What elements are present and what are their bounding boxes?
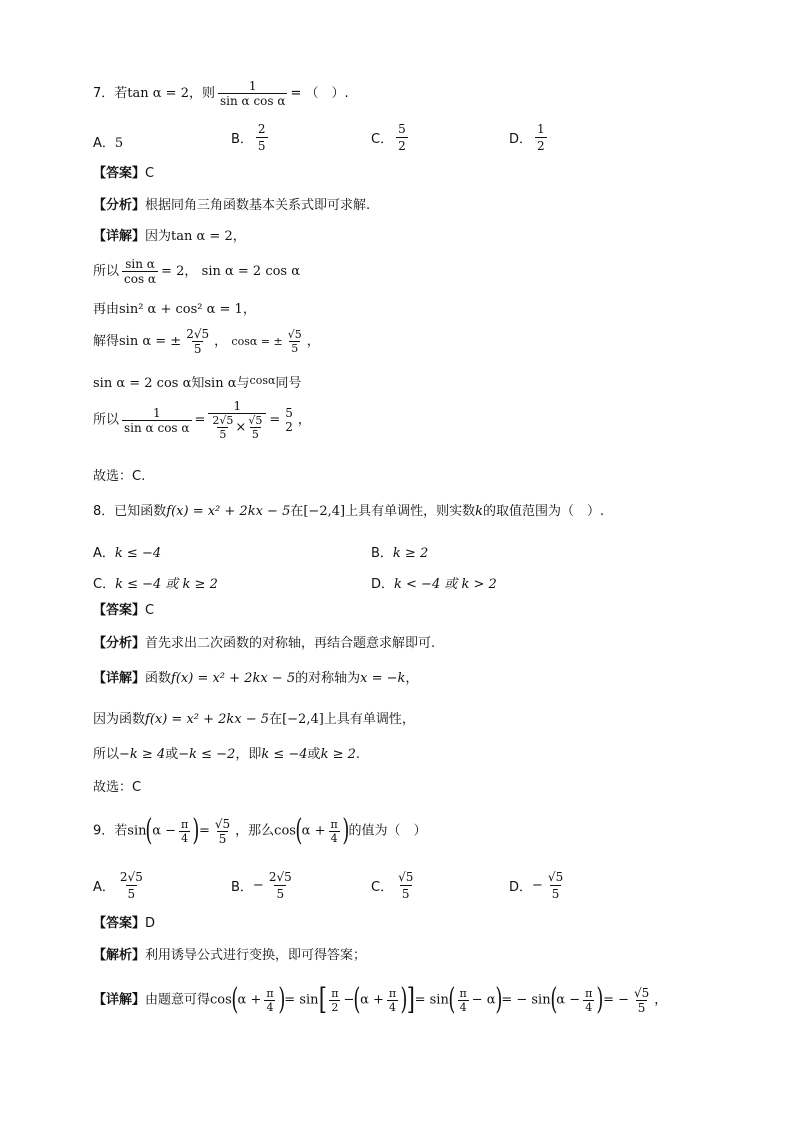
q9-option-a[interactable]: A． $\frac{2√5}{5}$: [93, 870, 143, 901]
left-paren: (: [231, 982, 239, 1017]
q8-choose: 故选：C: [93, 780, 142, 795]
right-paren: ): [192, 813, 200, 848]
left-paren: (: [448, 982, 456, 1017]
q7-stem: 7．若tan α = 2，则 $\frac{1}{\text{sin α cos α}}$ = （ ）.: [93, 79, 349, 108]
q7-detail-line-3: 再由sin² α + cos² α = 1，: [93, 302, 256, 317]
left-paren: (: [295, 813, 303, 848]
right-paren: ): [400, 982, 408, 1017]
q8-option-a[interactable]: A．k ≤ −4: [93, 546, 162, 561]
q9-option-c[interactable]: C． $\frac{√5}{5}$: [371, 870, 414, 901]
q7-detail-line-6: 所以 $\frac{1}{\text{sin α cos α}}$ = 1 $\frac{2√5}{5}$ × $\frac{√5}{5}$ = 5 2 ，: [93, 399, 311, 441]
q9-option-d[interactable]: D．− $\frac{√5}{5}$: [509, 870, 564, 901]
left-paren: (: [549, 982, 557, 1017]
q8-detail-line-1: 【详解】函数f(x) = x² + 2kx − 5的对称轴为x = −k，: [93, 671, 419, 686]
right-paren: ): [277, 982, 285, 1017]
right-paren: ): [494, 982, 502, 1017]
q7-stem-fraction: $\frac{1}{\text{sin α cos α}}$: [219, 79, 286, 108]
q9-option-b[interactable]: B．− $\frac{2√5}{5}$: [231, 870, 292, 901]
left-paren: (: [145, 813, 153, 848]
q9-analysis: 【解析】利用诱导公式进行变换，即可得答案；: [93, 948, 367, 963]
q9-detail-line-1: 【详解】由题意可得cos(α + $\frac{\pi}{4}$ )= sin[ $\frac{\pi}{2}$ −(α + $\frac{\pi}{4}$ )]= sin( $\frac{\pi}{4}$ − α)= − sin(α − $\frac{\pi}{4}$ )= − $\frac{√5}{5}$ ，: [93, 982, 668, 1017]
q7-option-a[interactable]: A．5: [93, 136, 124, 151]
q8-analysis: 【分析】首先求出二次函数的对称轴，再结合题意求解即可.: [93, 636, 436, 651]
q8-answer: 【答案】C: [93, 603, 155, 618]
q7-analysis: 【分析】根据同角三角函数基本关系式即可求解.: [93, 198, 371, 213]
q7-option-c[interactable]: C． $\frac{5}{2}$: [371, 122, 406, 153]
q8-detail-line-3: 所以−k ≥ 4或−k ≤ −2，即k ≤ −4或k ≥ 2.: [93, 747, 361, 762]
q7-detail-line-2: 所以 $\frac{\text{sin α}}{\text{cos α}}$ = 2， sin α = 2 cos α: [93, 257, 301, 286]
q8-option-d[interactable]: D．k < −4 或 k > 2: [371, 577, 497, 592]
right-bracket: ]: [406, 982, 415, 1017]
q7-detail-line-5: sin α = 2 cos α知sin α与$^{cos\alpha}$同号: [93, 374, 302, 391]
q7-choose: 故选：C.: [93, 469, 146, 484]
right-paren: ): [342, 813, 350, 848]
right-paren: ): [596, 982, 604, 1017]
q9-answer: 【答案】D: [93, 916, 156, 931]
q9-stem: 9．若sin(α − $\frac{\pi}{4}$ )= $\frac{√5}{5}$ ，那么cos(α + $\frac{\pi}{4}$ )的值为（ ）: [93, 813, 427, 848]
q7-option-b[interactable]: B． $\frac{2}{5}$: [231, 122, 266, 153]
q8-option-b[interactable]: B．k ≥ 2: [371, 546, 429, 561]
q7-detail-line-1: 【详解】因为tan α = 2，: [93, 229, 246, 244]
left-bracket: [: [318, 982, 327, 1017]
q8-stem: 8．已知函数f(x) = x² + 2kx − 5在[−2,4]上具有单调性，则实数k的取值范围为（ ）.: [93, 504, 605, 519]
q7-detail-line-4: 解得sin α = ± $\frac{2√5}{5}$ ， cosα = ± $\frac{√5}{5}$ ，: [93, 327, 320, 356]
q8-option-c[interactable]: C．k ≤ −4 或 k ≥ 2: [93, 577, 218, 592]
q8-detail-line-2: 因为函数f(x) = x² + 2kx − 5在[−2,4]上具有单调性，: [93, 712, 415, 727]
q7-answer: 【答案】C: [93, 166, 155, 181]
q7-option-d[interactable]: D． $\frac{1}{2}$: [509, 122, 545, 153]
left-paren: (: [353, 982, 361, 1017]
